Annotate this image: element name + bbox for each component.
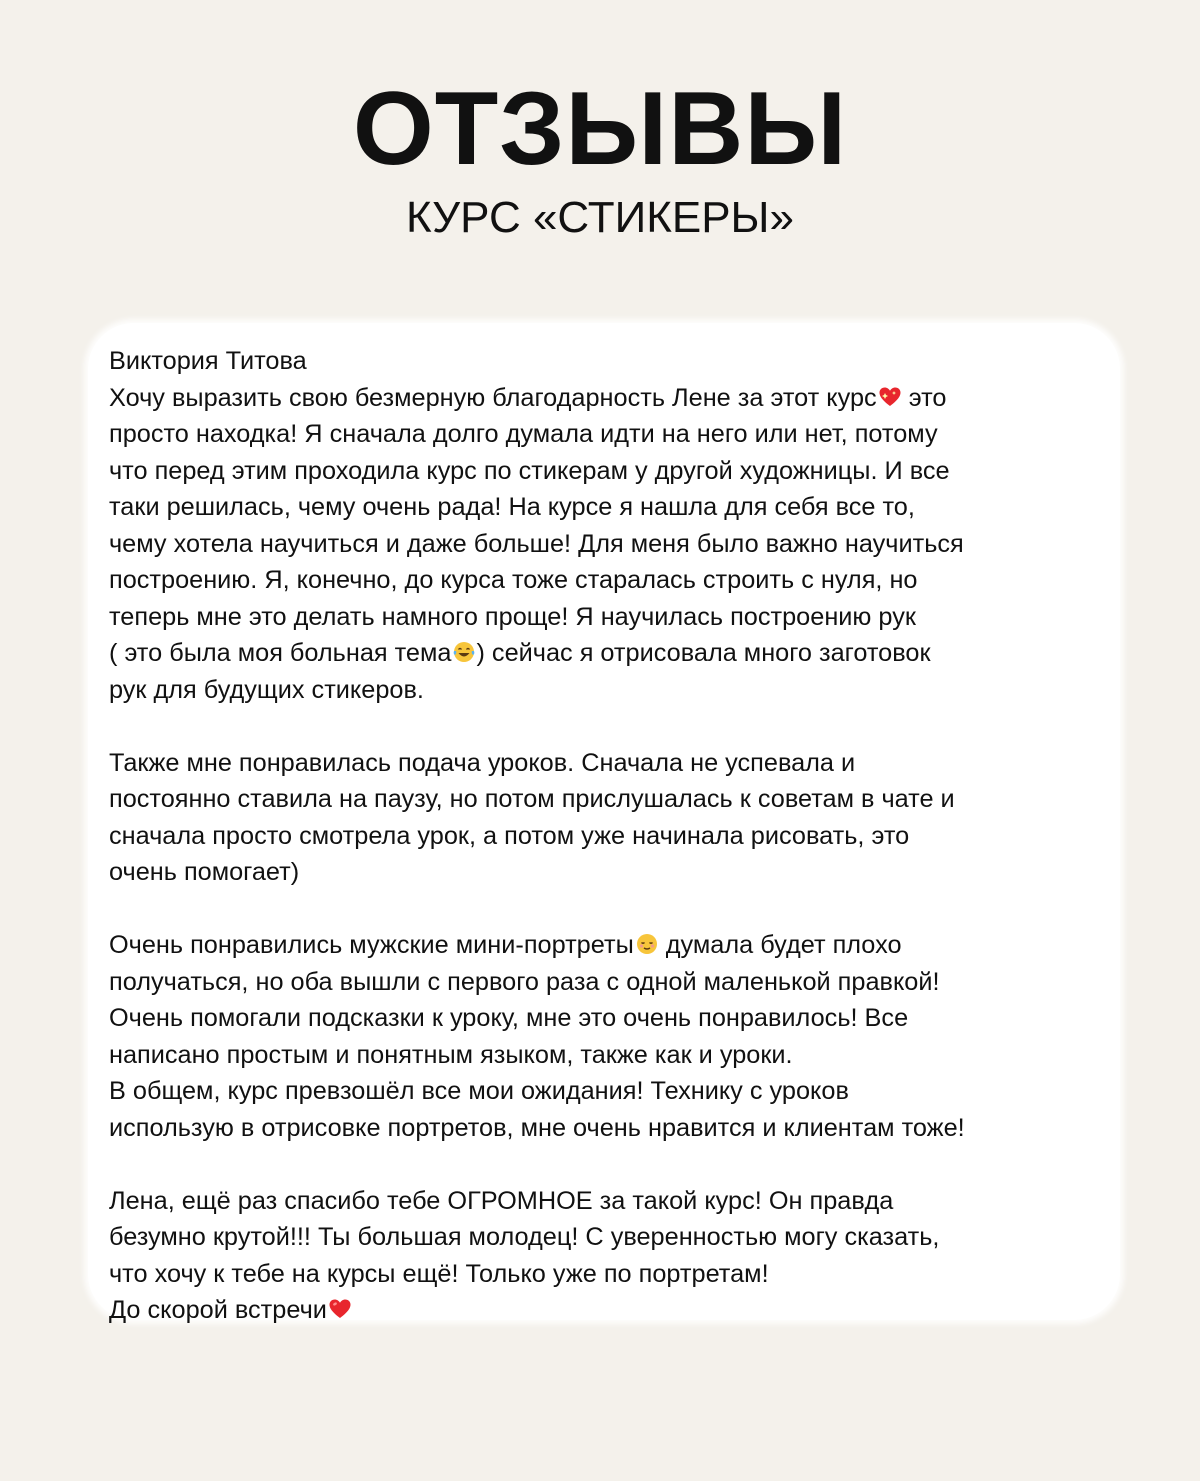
- review-paragraph: [109, 927, 1100, 1146]
- review-line: Хочу выразить свою безмерную благодарность Лене за этот курс это: [109, 383, 947, 412]
- review-line: постоянно ставила на паузу, но потом прислушалась к советам в чате и: [109, 785, 955, 813]
- review-line: До скорой встречи: [109, 1292, 1100, 1329]
- red-heart-icon: [328, 1295, 352, 1319]
- review-card: [88, 323, 1120, 1324]
- page-subtitle: КУРС «СТИКЕРЫ»: [406, 193, 794, 242]
- review-line: Очень понравились мужские мини-портреты думала будет плохо: [109, 931, 902, 959]
- review-line: использую в отрисовке портретов, мне очень нравится и клиентам тоже!: [109, 1113, 965, 1142]
- review-paragraph: [109, 1183, 1100, 1329]
- page-title: ОТЗЫВЫ: [352, 71, 848, 187]
- review-author: Виктория Титова: [109, 347, 307, 375]
- review-line: безумно крутой!!! Ты большая молодец! С уверенностью могу сказать,: [109, 1223, 940, 1251]
- review-paragraph: [109, 745, 1100, 891]
- sparkling-heart-icon: [878, 383, 902, 407]
- face-with-tears-of-joy-icon: [452, 638, 476, 662]
- review-line: чему хотела научиться и даже больше! Для меня было важно научиться: [109, 529, 964, 558]
- review-line: ( это была моя больная тема ) сейчас я отрисовала много заготовок: [109, 639, 931, 667]
- review-line: Также мне понравилась подача уроков. Сначала не успевала и: [109, 748, 856, 777]
- review-body: [109, 380, 1100, 1329]
- review-line: теперь мне это делать намного проще! Я научилась построению рук: [109, 602, 916, 631]
- review-line: что перед этим проходила курс по стикерам у другой художницы. И все: [109, 456, 950, 485]
- review-text: [109, 343, 1100, 1329]
- review-line: что хочу к тебе на курсы ещё! Только уже по портретам!: [109, 1259, 769, 1288]
- review-line: В общем, курс превзошёл все мои ожидания! Технику с уроков: [109, 1077, 849, 1105]
- review-line: Лена, ещё раз спасибо тебе ОГРОМНОЕ за такой курс! Он правда: [109, 1186, 894, 1215]
- review-line: Очень помогали подсказки к уроку, мне это очень понравилось! Все: [109, 1004, 909, 1032]
- relieved-face-icon: [635, 930, 659, 954]
- review-line: построению. Я, конечно, до курса тоже старалась строить с нуля, но: [109, 566, 918, 594]
- review-line: просто находка! Я сначала долго думала идти на него или нет, потому: [109, 420, 938, 448]
- review-line: сначала просто смотрела урок, а потом уже начинала рисовать, это: [109, 821, 910, 850]
- review-line: таки решилась, чему очень рада! На курсе я нашла для себя все то,: [109, 493, 915, 521]
- review-line: получаться, но оба вышли с первого раза с одной маленькой правкой!: [109, 967, 940, 996]
- review-line: рук для будущих стикеров.: [109, 675, 424, 704]
- review-line: написано простым и понятным языком, также как и уроки.: [109, 1040, 793, 1069]
- review-paragraph: [109, 380, 1100, 709]
- review-line: очень помогает): [109, 858, 300, 886]
